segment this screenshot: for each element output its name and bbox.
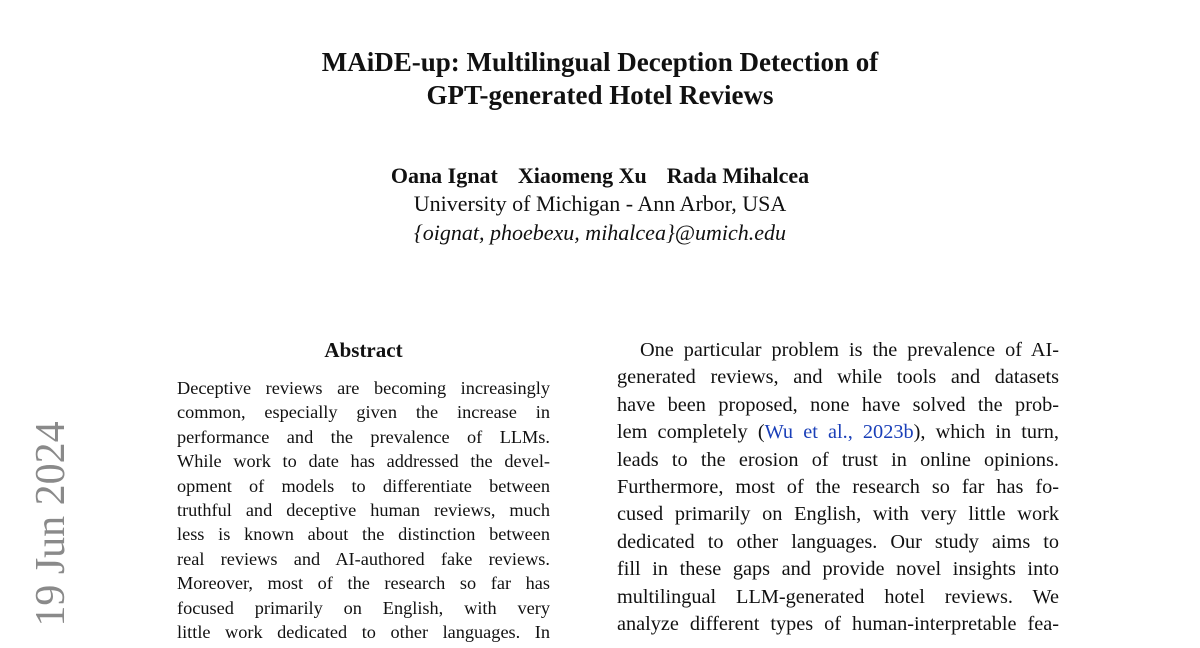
intro-line: multilingual LLM-generated hotel reviews. We: [617, 585, 1059, 608]
abstract-line: truthful and deceptive human reviews, much: [177, 500, 550, 521]
intro-text-fragment: lem completely (: [617, 421, 765, 444]
abstract-line: Deceptive reviews are becoming increasingly: [177, 378, 550, 398]
author-list: [0, 162, 1200, 190]
abstract-line: opment of models to differentiate between: [177, 475, 550, 496]
author-name: Xiaomeng Xu: [517, 163, 647, 188]
abstract-line: little work dedicated to other languages. In: [177, 622, 550, 643]
abstract-line: Moreover, most of the research so far has: [177, 573, 550, 594]
intro-line: leads to the erosion of trust in online opinions.: [617, 448, 1059, 471]
abstract-heading: Abstract: [324, 338, 403, 362]
intro-line: dedicated to other languages. Our study aims to: [617, 530, 1059, 553]
abstract-line: less is known about the distinction between: [177, 524, 550, 545]
paper-title: [0, 46, 1200, 112]
arxiv-stamp: [28, 421, 74, 627]
abstract-line: real reviews and AI-authored fake reviews.: [177, 548, 550, 569]
abstract-line: common, especially given the increase in: [177, 402, 550, 423]
citation-link[interactable]: Wu et al., 2023b: [764, 421, 914, 444]
intro-line: One particular problem is the prevalence of AI-: [640, 339, 1059, 361]
author-name: Oana Ignat: [390, 163, 498, 188]
abstract-line: focused primarily on English, with very: [177, 597, 550, 618]
intro-text-fragment: ), which in turn,: [913, 421, 1059, 444]
intro-line: Furthermore, most of the research so far has fo-: [617, 476, 1059, 499]
abstract-body: [177, 376, 550, 648]
abstract-line: performance and the prevalence of LLMs.: [177, 426, 550, 447]
intro-line: cused primarily on English, with very little work: [617, 503, 1059, 526]
title-line-1: MAiDE-up: Multilingual Deception Detection of: [321, 47, 879, 77]
intro-line: have been proposed, none have solved the prob-: [617, 393, 1059, 416]
title-line-2: GPT-generated Hotel Reviews: [426, 80, 774, 110]
author-email: {oignat, phoebexu, mihalcea}@umich.edu: [413, 220, 787, 245]
intro-line: generated reviews, and while tools and datasets: [617, 366, 1059, 389]
arxiv-date: 19 Jun 2024: [28, 421, 74, 627]
intro-line: fill in these gaps and provide novel insights into: [617, 558, 1059, 581]
affiliation: University of Michigan - Ann Arbor, USA: [413, 191, 787, 216]
intro-line: analyze different types of human-interpretable fea-: [617, 613, 1059, 636]
abstract-line: While work to date has addressed the devel-: [177, 451, 550, 472]
intro-line: [617, 419, 1059, 446]
author-name: Rada Mihalcea: [666, 163, 810, 188]
introduction-text: [617, 337, 1059, 648]
